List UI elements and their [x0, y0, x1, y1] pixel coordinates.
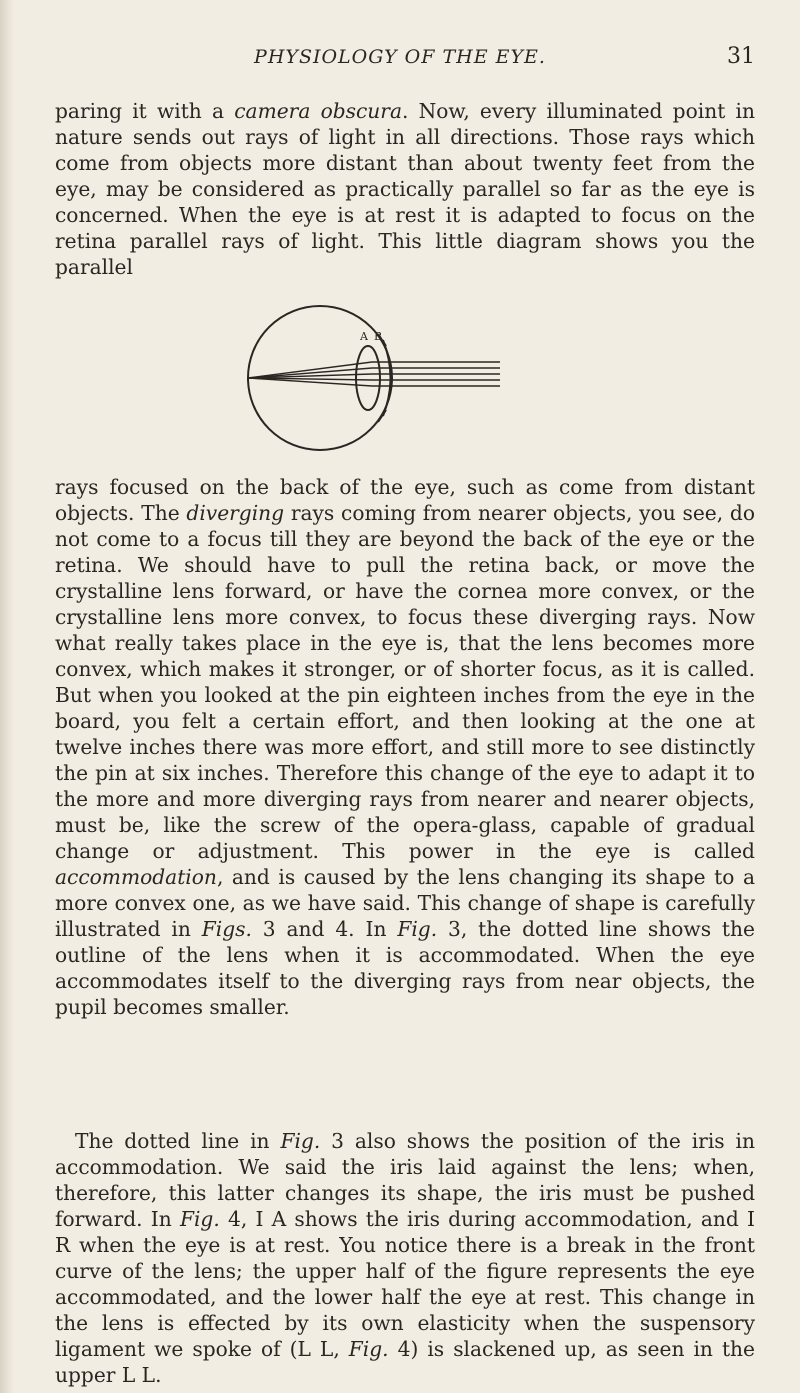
text-run: 4) is slackened up, as seen in the upper L L.	[55, 1337, 756, 1387]
figure-reference: Fig.	[179, 1207, 220, 1231]
page-number: 31	[727, 44, 755, 69]
italic-term: diverging	[186, 501, 285, 525]
text-run: 3 also shows the position of the iris in accommodation. We said the iris laid against the lens; when, therefore, this latter changes its shape, the iris must be pushed forward. In	[55, 1129, 755, 1231]
text-run: rays focused on the back of the eye, such as come from distant objects. The	[55, 475, 755, 525]
page-gutter-shadow	[0, 0, 14, 1393]
paragraph-1	[55, 98, 755, 280]
paragraph-2	[55, 474, 755, 1020]
figure-reference: Fig.	[348, 1337, 389, 1361]
text-run: 4, I A shows the iris during accommodation, and I R when the eye is at rest. You notice there is a break in the front curve of the lens; the upper half of the figure represents the eye accommodated, and the lower half the eye at rest. This change in the lens is effected by its own elasticity when the suspensory ligament we spoke of (L L,	[55, 1207, 755, 1361]
eye-diagram-figure	[200, 300, 520, 455]
cornea-curve	[383, 340, 391, 416]
crystalline-lens	[356, 346, 380, 410]
italic-term: camera obscura	[234, 99, 402, 123]
text-run: 3 and 4. In	[251, 917, 398, 941]
text-run: The dotted line in	[75, 1129, 281, 1153]
text-run: rays coming from nearer objects, you see, do not come to a focus till they are beyond the back of the eye or the retina. We should have to pull the retina back, or move the crystalline lens forward, or have the cornea more convex, or the crystalline lens more convex, to focus these diverging rays. Now what really takes place in the eye is, that the lens becomes more convex, which makes it stronger, or of shorter focus, as it is called. But when you looked at the pin eighteen inches from the eye in the board, you felt a certain effort, and then looking at the one at twelve inches there was more effort, and still more to see distinctly the pin at six inches. Therefore this change of the eye to adapt it to the more and more diverging rays from nearer and nearer objects, must be, like the screw of the opera-glass, capable of gradual change or adjustment. This power in the eye is called	[55, 501, 755, 863]
text-run: 3, the dotted line shows the outline of the lens when it is accommodated. When the eye accommodates itself to the diverging rays from near objects, the pupil becomes smaller.	[55, 917, 755, 1019]
running-head: PHYSIOLOGY OF THE EYE.	[254, 46, 546, 68]
diagram-label-b: B	[374, 330, 383, 343]
figure-reference: Fig.	[397, 917, 438, 941]
italic-term: accommodation	[55, 865, 217, 889]
paragraph-3	[55, 1128, 755, 1388]
paragraph-3-text	[55, 1128, 755, 1388]
iris-lower	[378, 410, 386, 422]
diagram-label-a: A	[360, 330, 368, 343]
figure-reference: Fig.	[280, 1129, 321, 1153]
text-run: , and is caused by the lens changing its shape to a more convex one, as we have said. This change of shape is carefully illustrated in	[55, 865, 755, 941]
parallel-light-rays	[248, 362, 500, 386]
text-run: . Now, every illuminated point in nature sends out rays of light in all directions. Those rays which come from objects more distant than about twenty feet from the eye, may be considered as practically parallel so far as the eye is concerned. When the eye is at rest it is adapted to focus on the retina parallel rays of light. This little diagram shows you the parallel	[55, 99, 755, 279]
figure-reference: Figs.	[201, 917, 252, 941]
paragraph-2-text	[55, 474, 755, 1020]
text-run: paring it with a	[55, 99, 235, 123]
paragraph-1-text	[55, 98, 755, 280]
